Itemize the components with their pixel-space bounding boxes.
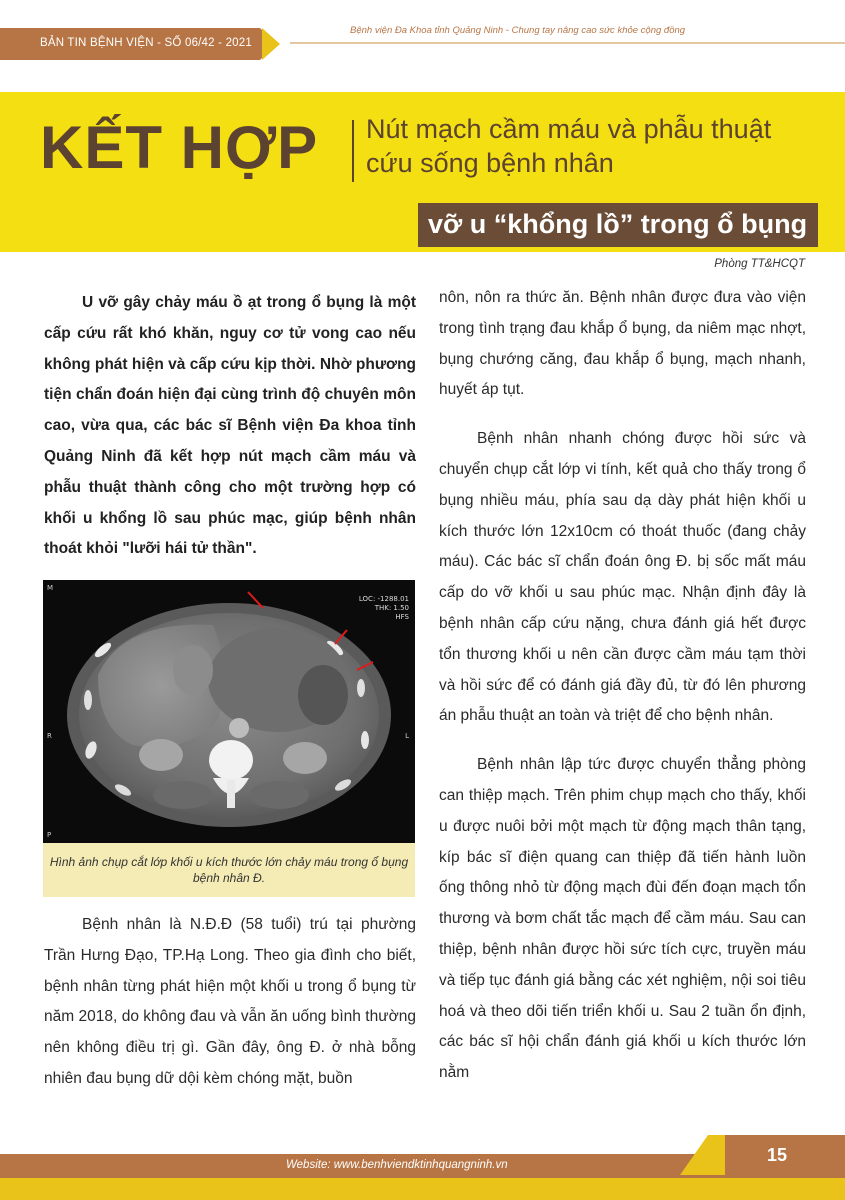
- ct-scan-image: [43, 580, 415, 843]
- title-divider: [352, 120, 354, 182]
- page-number-box: [725, 1135, 845, 1175]
- issue-tab: [0, 28, 260, 60]
- header-chevron-icon: [262, 28, 280, 60]
- ct-info-overlay: [359, 595, 409, 622]
- ct-label-right-side: R: [47, 732, 52, 740]
- article-subtitle: [366, 113, 771, 181]
- article-kicker: KẾT HỢP: [40, 114, 319, 181]
- ct-label-bottom-left: P: [47, 831, 52, 839]
- body-paragraph: Bệnh nhân lập tức được chuyển thẳng phòng can thiệp mạch. Trên phim chụp mạch cho thấy, khối u được nuôi bởi một mạch từ động mạch thân tạng, kíp bác sĩ điện quang can thiệp đã tiến hành luồn ống thông nhỏ từ động mạch đùi đến đoạn mạch tổn thương và bơm chất tắc mạch để cầm máu. Sau can thiệp, bệnh nhân được hồi sức tích cực, truyền máu và tiếp tục đánh giá bằng các xét nghiệm, nội soi tiêu hoá và theo dõi tiến triển khối u. Sau 2 tuần ổn định, các bác sĩ hội chẩn đánh giá khối u kích thước lớn nằm: [439, 756, 806, 1082]
- page-number: 15: [767, 1145, 788, 1165]
- subtitle-line-2: cứu sống bệnh nhân: [366, 147, 614, 178]
- subtitle-line-1: Nút mạch cầm máu và phẫu thuật: [366, 114, 772, 144]
- body-paragraph: Bệnh nhân là N.Đ.Đ (58 tuổi) trú tại phường Trần Hưng Đạo, TP.Hạ Long. Theo gia đình cho biết, bệnh nhân từng phát hiện một khối u trong ổ bụng từ năm 2018, do không đau và vẫn ăn uống bình thường nên không điều trị gì. Gần đây, ông Đ. ở nhà bỗng nhiên đau bụng dữ dội kèm chóng mặt, buồn: [44, 916, 416, 1087]
- figure-caption: Hình ảnh chụp cắt lớp khối u kích thước lớn chảy máu trong ổ bụng bệnh nhân Đ.: [49, 855, 409, 885]
- footer-website: Website: www.benhviendktinhquangninh.vn: [286, 1159, 508, 1171]
- ct-loc: LOC: -1288.01: [358, 595, 409, 603]
- ct-thk: THK: 1.50: [374, 604, 409, 612]
- footer-bottom-band: [0, 1178, 845, 1200]
- header-slogan: Bệnh viện Đa Khoa tỉnh Quảng Ninh - Chung tay nâng cao sức khỏe cộng đồng: [350, 25, 686, 36]
- ct-hfs: HFS: [395, 613, 409, 621]
- title-highlight: vỡ u “khổng lồ” trong ổ bụng: [418, 203, 818, 247]
- right-column-body: [439, 283, 806, 1089]
- header-rule: [290, 42, 845, 44]
- vertebra: [209, 740, 253, 780]
- issue-label: BẢN TIN BỆNH VIỆN - SỐ 06/42 - 2021: [40, 37, 252, 49]
- article-author: Phòng TT&HCQT: [714, 258, 805, 270]
- body-paragraph-continued: nôn, nôn ra thức ăn. Bệnh nhân được đưa vào viện trong tình trạng đau khắp ổ bụng, da niêm mạc nhợt, bụng chướng căng, đau khắp ổ bụng, mạch nhanh, huyết áp tụt.: [439, 289, 806, 399]
- body-paragraph: Bệnh nhân nhanh chóng được hồi sức và chuyển chụp cắt lớp vi tính, kết quả cho thấy trong ổ bụng nhiều máu, phía sau dạ dày phát hiện khối u kích thước lớn 12x10cm có thoát thuốc (đang chảy máu). Các bác sĩ chẩn đoán ông Đ. bị sốc mất máu cấp do vỡ khối u sau phúc mạc. Nhận định đây là bệnh nhân cấp cứu nặng, chưa đánh giá hết được tổn thương khối u nên cần được cầm máu tạm thời và hồi sức để có đánh giá đầy đủ, từ đó lên phương án phẫu thuật an toàn và triệt để cho bệnh nhân.: [439, 430, 806, 725]
- figure-caption-box: [43, 843, 415, 897]
- lead-paragraph: U vỡ gây chảy máu ồ ạt trong ổ bụng là một cấp cứu rất khó khăn, nguy cơ tử vong cao nếu không phát hiện và cấp cứu kịp thời. Nhờ phương tiện chẩn đoán hiện đại cùng trình độ chuyên môn cao, vừa qua, các bác sĩ Bệnh viện Đa khoa tỉnh Quảng Ninh đã kết hợp nút mạch cầm máu và phẫu thuật thành công cho một trường hợp có khối u khổng lồ sau phúc mạc, giúp bệnh nhân thoát khỏi "lưỡi hái tử thần".: [44, 294, 416, 558]
- lead-paragraph-block: [44, 288, 416, 565]
- ct-label-top-left: M: [47, 584, 54, 592]
- ct-label-left-side: L: [405, 732, 409, 740]
- left-column-body: [44, 910, 416, 1095]
